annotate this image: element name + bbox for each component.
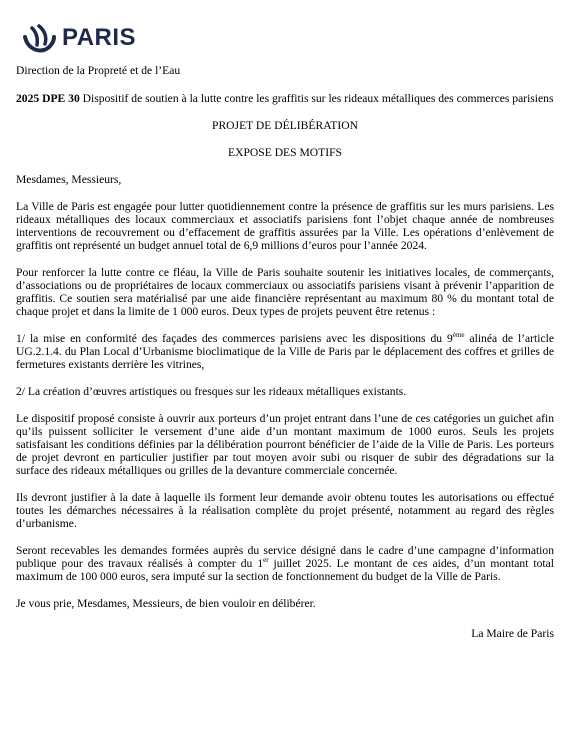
- deliberation-title: [16, 92, 554, 105]
- paragraph-3: Le dispositif proposé consiste à ouvrir aux porteurs d’un projet entrant dans l’une de ces catégories un guichet afin qu’ils puissent solliciter le versement d’une aide d’un montant maximum de 1000 euros. Seuls les projets satisfaisant les conditions définies par la délibération pourront bénéficier de l’aide de la Ville de Paris. Les porteurs de projet devront en particulier justifier par tout moyen avoir subi ou risquer de subir des dégradations sur la surface des rideaux métalliques ou grilles de la devanture commerciale concernée.: [16, 412, 554, 477]
- paragraph-5: [16, 544, 554, 583]
- paragraph-5-text: Seront recevables les demandes formées auprès du service désigné dans le cadre d’une campagne d’information publique pour des travaux réalisés à compter du 1: [16, 544, 554, 570]
- list-item-1: [16, 332, 554, 371]
- paragraph-4: Ils devront justifier à la date à laquelle ils forment leur demande avoir obtenu toutes les autorisations ou effectué toutes les démarches nécessaires à la réalisation complète du projet présenté, notamment au regard des règles d’urbanisme.: [16, 491, 554, 530]
- signature: La Maire de Paris: [471, 627, 554, 640]
- paragraph-1: La Ville de Paris est engagée pour lutter quotidiennement contre la présence de graffitis sur les murs parisiens. Les rideaux métalliques des locaux commerciaux et associatifs parisiens font l’objet chaque année de nombreuses interventions de recouvrement ou d’effacement de graffitis assurées par la Ville. Les opérations d’enlèvement de graffitis ont représenté un budget annuel total de 6,9 millions d’euros pour l’année 2024.: [16, 200, 554, 252]
- list-item-1-text: 1/ la mise en conformité des façades des commerces parisiens avec les dispositions du 9: [16, 332, 453, 345]
- logo-wordmark: PARIS: [62, 24, 137, 51]
- document-body: [16, 64, 554, 640]
- paragraph-5-text-end: juillet 2025. Le montant de ces aides, d’un montant total maximum de 100 000 euros, sera imputé sur la section de fonctionnement du budget de la Ville de Paris.: [16, 557, 554, 583]
- list-item-1-sup: ème: [452, 331, 465, 340]
- projet-heading: PROJET DE DÉLIBÉRATION: [212, 119, 358, 132]
- closing-line: Je vous prie, Mesdames, Messieurs, de bien vouloir en délibérer.: [16, 597, 316, 610]
- paragraph-5-sup: er: [263, 556, 269, 565]
- salutation: Mesdames, Messieurs,: [16, 173, 122, 186]
- list-item-1-text-end: alinéa de l’article UG.2.1.4. du Plan Local d’Urbanisme bioclimatique de la Ville de Paris par le déplacement des coffres et grilles de fermetures existants derrière les vitrines,: [16, 332, 555, 371]
- paragraph-2: Pour renforcer la lutte contre ce fléau, la Ville de Paris souhaite soutenir les initiatives locales, de commerçants, d’associations ou de propriétaires de locaux commerciaux ou associatifs parisiens visant à prévenir l’apparition de graffitis. Ce soutien sera matérialisé par une aide financière représentant au maximum 80 % du montant total de chaque projet et dans la limite de 1 000 euros. Deux types de projets peuvent être retenus :: [16, 266, 554, 318]
- direction-line: Direction de la Propreté et de l’Eau: [16, 64, 181, 77]
- deliberation-code: 2025 DPE 30: [16, 92, 80, 105]
- deliberation-subject: Dispositif de soutien à la lutte contre les graffitis sur les rideaux métalliques des commerces parisiens: [79, 92, 554, 105]
- list-item-2: 2/ La création d’œuvres artistiques ou fresques sur les rideaux métalliques existants.: [16, 385, 407, 398]
- paris-logo: [22, 23, 136, 53]
- paris-boat-icon: [22, 23, 56, 53]
- expose-heading: EXPOSE DES MOTIFS: [227, 146, 343, 159]
